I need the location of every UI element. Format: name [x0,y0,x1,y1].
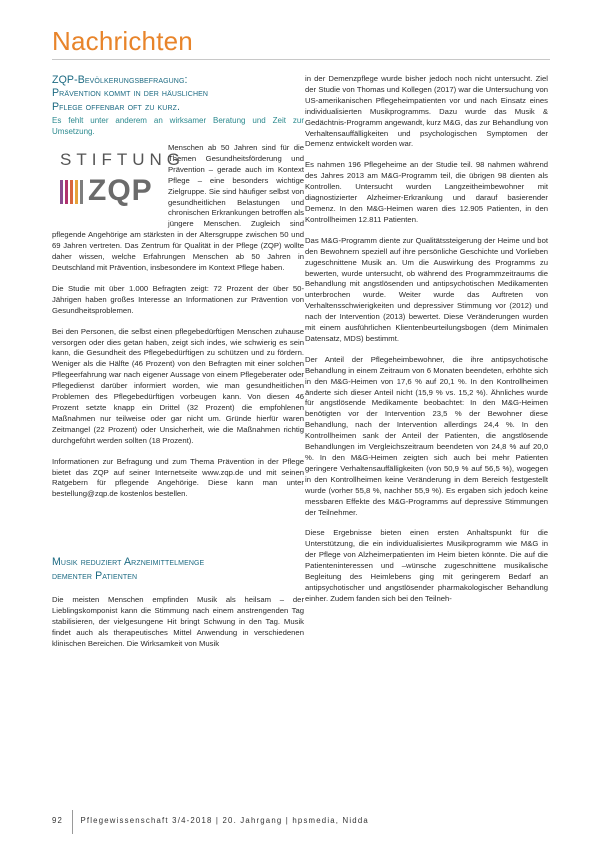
logo-mark: ZQP [88,174,153,208]
article1-paragraph: Die Studie mit über 1.000 Befragten zeigt: 72 Prozent der über 50-Jährigen haben großes Interesse an Informationen zur Prävention von Gesundheitsproblemen. [52,283,304,315]
journal-citation: Pflegewissenschaft 3/4-2018 | 20. Jahrgang | hpsmedia, Nidda [80,816,369,825]
left-column [52,74,304,660]
section-spacer [52,510,304,556]
article1-subtitle: Es fehlt unter anderem an wirksamer Beratung und Zeit zur Umsetzung. [52,116,304,136]
article2-headline-line1: Musik reduziert Arzneimittelmenge [52,556,205,569]
logo-word: STIFTUNG [60,150,185,170]
article1-paragraph: Bei den Personen, die selbst einen pflegebedürftigen Menschen zuhause versorgen oder dies getan haben, zeigt sich indes, wie schwierig es sein kann, die Gesundheit des Pflegebedürftigen zu schützen und zu fördern. Weniger als die Hälfte (46 Prozent) von den Befragten mit einer solchen Pflegeerfahrung war nach eigener Aussage von einem Pflegeberater oder Pflegedienst darüber informiert worden, wie man gesundheitlichen Problemen des Pflegebedürftigen vorbeugen kann. Von diesen 46 Prozent setzte knapp ein Drittel (32 Prozent) die empfohlenen Maßnahmen nur teilweise oder gar nicht um. Gründe hierfür waren Zeitmangel (22 Prozent) oder Unsicherheit, wie die Maßnahmen richtig durchgeführt werden sollten (18 Prozent). [52,326,304,445]
article2-paragraph: Diese Ergebnisse bieten einen ersten Anhaltspunkt für die Unterstützung, die ein individualisiertes Musikprogramm wie M&G in der Pflege von Alzheimerpatienten im Heim bieten könnte. Die auf die Patienteninteressen und –wünsche zugeschnittene musikalische Begleitung des Heimlebens ging mit geringerem Bedarf an antipsychotischer und angstlösender pharmakologischer Behandlung einher. Zudem fanden sich bei den Teilneh- [305,528,548,603]
article2-paragraph: Der Anteil der Pflegeheimbewohner, die ihre antipsychotische Behandlung in einem Zeitraum von 6 Monaten beendeten, erhöhte sich in den M&G-Heimen von 17,6 % auf 20,1 %. In den Kontrollheimen änderte sich dieser Anteil nicht (15,9 % vs. 15,2 %). Ähnliches wurde für angstlösende Medikamente beobachtet: In den M&G-Heimen benötigten vor der Intervention 23,5 % der Bewohner diese Behandlung, nach der Intervention allerdings 24,4 %. In den Kontrollheimen sank der Anteil der Patienten, die angstlösende Behandlungen im Vergleichszeitraum beendeten von 24,8 % auf 20,0 %. In den M&G-Heimen zeigten sich auch bei mehr Patienten geringere Verhaltensauffälligkeiten (von 50,9 % auf 56,5 %), wogegen in den Kontrollheimen keine Veränderung in dem Bereich festgestellt wurde (vorher 55,8 %, nachher 55,9 %). Es ergaben sich jedoch keine messbaren Effekte des M&G-Programms auf depressive Stimmungen der Teilnehmer. [305,354,548,517]
zqp-logo [52,143,185,221]
article1-paragraph: Menschen ab 50 Jahren sind für die Themen Gesundheitsförderung und Prävention – gerade auch im Kontext Pflege – eine besonders wichtige Zielgruppe. Sie sind häufiger selbst von gesundheitlichen Belastungen und chronischen Erkrankungen betroffen als jüngere Menschen. Zugleich sind pflegende Angehörige am stärksten in der Altersgruppe zwischen 50 und 69 Jahren vertreten. Das Zentrum für Qualität in der Pflege (ZQP) wollte daher wissen, welche Erfahrungen Menschen ab 50 Jahren in Deutschland mit Prävention, insbesondere im Kontext Pflege haben. [52,143,304,272]
header-divider [52,59,550,60]
article2-paragraph: Die meisten Menschen empfinden Musik als heilsam – der Lieblingskomponist kann die Stimmung nach einem anstrengenden Tag stabilisieren, der vielgesungene Hit bringt Schwung in den Tag. Musik findet auch als therapeutisches Mittel Anwendung in verschiedenen klinischen Bereichen. Die Wirksamkeit von Musik [52,595,304,648]
right-column [305,74,548,615]
article2-headline-line2: dementer Patienten [52,569,138,582]
logo-bar [65,180,68,204]
article2-paragraph: Das M&G-Programm diente zur Qualitätssteigerung der Heime und bot den Bewohnern speziell auf ihre persönliche Geschichte und Vorlieben zugeschnittene Musik an. Um die Auswirkung des Programms zu bewerten, wurde untersucht, ob während des Programmzeitraums die Behandlung mit angstlösenden und antipsychotischen Medikamenten unterbrochen wurde. Weiter wurde das Auftreten von Verhaltensschwierigkeiten und depressiver Stimmung vor (2012) und nach der Intervention (2013) bewertet. Diese Veränderungen wurden mit einem ausführlichen Klientenbeurteilungsbogen (dem Minimalen Datensatz, MDS) bestimmt. [305,235,548,343]
article1-headline-line1: ZQP-Bevölkerungsbefragung: [52,74,188,86]
page-number: 92 [52,816,64,825]
article2-paragraph: in der Demenzpflege wurde bisher jedoch noch nicht untersucht. Ziel der Studie von Thomas und Kollegen (2017) war die Untersuchung von US-amerikanischen Pflegeheimpatienten vor und nach Einsatz eines individualisierten Musikprogramms. Dazu wurde das Musik & Gedächtnis-Programm angewandt, kurz M&G, das zur Behandlung von Verhaltensauffälligkeiten und psychologischen Symptomen der Demenz entwickelt worden war. [305,74,548,149]
page-footer [52,816,369,825]
logo-bar [80,180,83,204]
logo-bars-icon [60,180,84,204]
article2-paragraph: Es nahmen 196 Pflegeheime an der Studie teil. 98 nahmen während des Jahres 2013 am M&G-Programm teil, die übrigen 98 dienten als Kontrollen. Untersucht wurden Langzeitheimbewohner mit diagnostizierter Alzheimer-Erkrankung und darauf basierender Demenz. In den M&G-Heimen waren dies 12.905 Patienten, in den Kontrollheimen 12.811 Patienten. [305,160,548,224]
article1-headline [52,74,304,114]
logo-bar [70,180,73,204]
article2-headline [52,556,304,583]
article1-headline-line3: Pflege offenbar oft zu kurz. [52,100,181,113]
article1-headline-line2: Prävention kommt in der häuslichen [52,87,209,100]
logo-bar [60,180,63,204]
article1-paragraph: Informationen zur Befragung und zum Thema Prävention in der Pflege bietet das ZQP auf seiner Internetseite www.zqp.de und mit seinen Ratgebern für pflegende Angehörige. Diese kann man unter bestellung@zqp.de kostenlos bestellen. [52,456,304,499]
page-title: Nachrichten [52,26,193,56]
logo-bar [75,180,78,204]
